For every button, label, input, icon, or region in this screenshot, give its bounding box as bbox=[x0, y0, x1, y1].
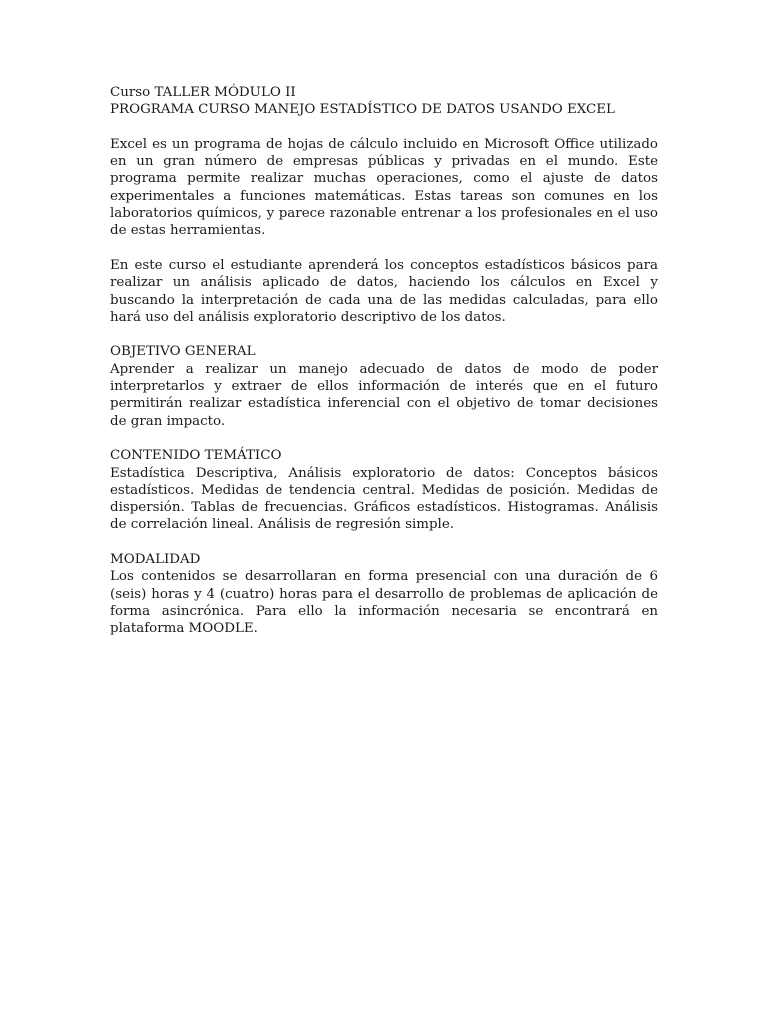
intro-paragraph-2: En este curso el estudiante aprenderá los conceptos estadísticos básicos para realizar un análisis aplicado de datos, haciendo los cálculos en Excel y buscando la interpretación de cada una de las medidas calculadas, para ello hará uso del análisis exploratorio descriptivo de los datos. bbox=[110, 257, 658, 325]
modalidad-text: Los contenidos se desarrollaran en forma presencial con una duración de 6 (seis) horas y 4 (cuatro) horas para el desarrollo de problemas de aplicación de forma asincrónica. Para ello la información necesaria se encontrará en plataforma MOODLE. bbox=[110, 569, 658, 637]
document-page bbox=[110, 84, 658, 655]
objetivo-text: Aprender a realizar un manejo adecuado de datos de modo de poder interpretarlos y extraer de ellos información de interés que en el futuro permitirán realizar estadística inferencial con el objetivo de tomar decisiones de gran impacto. bbox=[110, 361, 658, 429]
modalidad-heading: MODALIDAD bbox=[110, 552, 201, 568]
intro-paragraph-1: Excel es un programa de hojas de cálculo incluido en Microsoft Office utilizado en un gran número de empresas públicas y privadas en el mundo. Este programa permite realizar muchas operaciones, como el ajuste de datos experimentales a funciones matemáticas. Estas tareas son comunes en los laboratorios químicos, y parece razonable entrenar a los profesionales en el uso de estas herramientas. bbox=[110, 136, 658, 239]
section-modalidad bbox=[110, 551, 658, 637]
section-contenido-tematico bbox=[110, 447, 658, 533]
contenido-text: Estadística Descriptiva, Análisis exploratorio de datos: Conceptos básicos estadísticos. Medidas de tendencia central. Medidas de posición. Medidas de dispersión. Tablas de frecuencias. Gráficos estadísticos. Histogramas. Análisis de correlación lineal. Análisis de regresión simple. bbox=[110, 465, 658, 533]
section-objetivo-general bbox=[110, 343, 658, 429]
contenido-heading: CONTENIDO TEMÁTICO bbox=[110, 448, 282, 464]
objetivo-heading: OBJETIVO GENERAL bbox=[110, 344, 256, 360]
document-header bbox=[110, 84, 658, 119]
course-title: Curso TALLER MÓDULO II bbox=[110, 85, 296, 100]
program-title: PROGRAMA CURSO MANEJO ESTADÍSTICO DE DATOS USANDO EXCEL bbox=[110, 102, 615, 118]
